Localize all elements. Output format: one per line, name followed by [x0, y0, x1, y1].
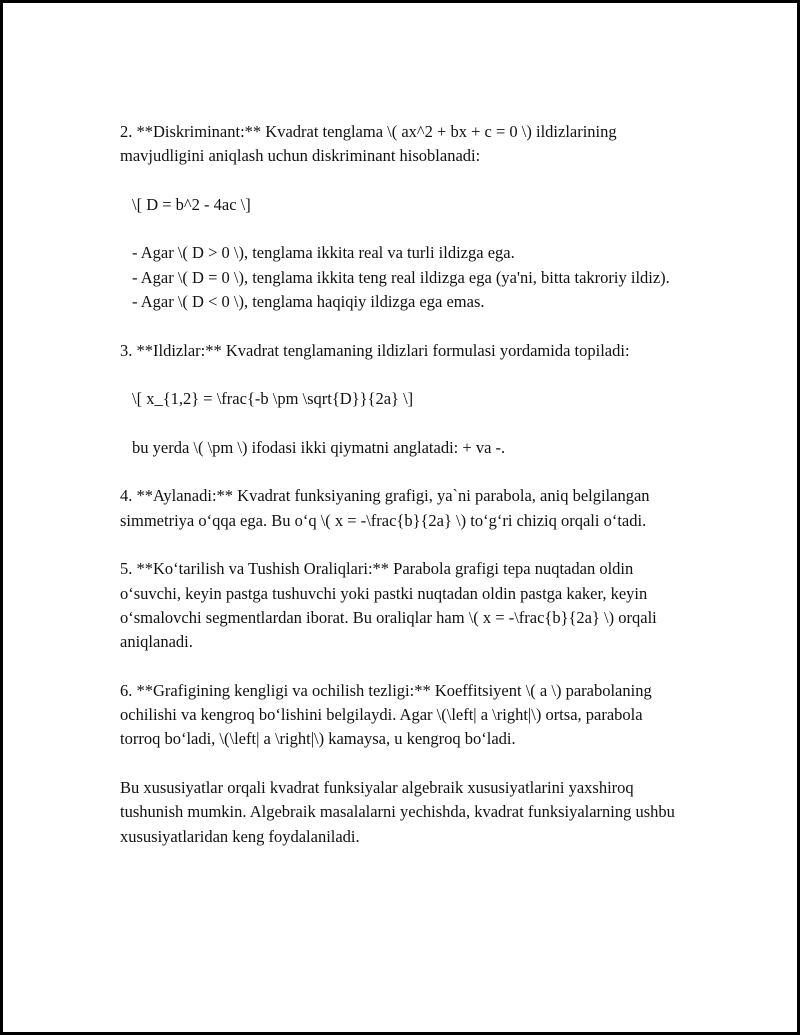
roots-formula: \[ x_{1,2} = \frac{-b \pm \sqrt{D}}{2a} \]: [132, 389, 414, 409]
section-symmetry-axis: 4. **Aylanadi:** Kvadrat funksiyaning grafigi, ya`ni parabola, aniq belgilangan simmetriya o‘qqa ega. Bu o‘q \( x = -\frac{b}{2a} \) to‘g‘ri chiziq orqali o‘tadi.: [120, 486, 650, 530]
section-roots-intro: 3. **Ildizlar:** Kvadrat tenglamaning ildizlari formulasi yordamida topiladi:: [120, 340, 630, 360]
discriminant-formula: \[ D = b^2 - 4ac \]: [132, 194, 251, 214]
discriminant-case-zero: - Agar \( D = 0 \), tenglama ikkita teng real ildizga ega (ya'ni, bitta takroriy ildiz).: [132, 267, 670, 287]
section-discriminant-intro: 2. **Diskriminant:** Kvadrat tenglama \( ax^2 + bx + c = 0 \) ildizlarining mavjudligini aniqlash uchun diskriminant hisoblanadi:: [120, 122, 617, 166]
discriminant-case-positive: - Agar \( D > 0 \), tenglama ikkita real va turli ildizga ega.: [132, 243, 515, 263]
roots-note: bu yerda \( \pm \) ifodasi ikki qiymatni anglatadi: + va -.: [132, 437, 506, 457]
document-body: [120, 120, 680, 873]
section-monotonic-intervals: 5. **Ko‘tarilish va Tushish Oraliqlari:** Parabola grafigi tepa nuqtadan oldin o‘suvchi, keyin pastga tushuvchi yoki pastki nuqtadan oldin pastga kaker, keyin o‘smalovchi segmentlardan iborat. Bu oraliqlar ham \( x = -\frac{b}{2a} \) orqali aniqlanadi.: [120, 559, 657, 652]
conclusion-paragraph: Bu xususiyatlar orqali kvadrat funksiyalar algebraik xususiyatlarini yaxshiroq tushunish mumkin. Algebraik masalalarni yechishda, kvadrat funksiyalarning ushbu xususiyatlaridan keng foydalaniladi.: [120, 778, 675, 846]
section-width-opening: 6. **Grafigining kengligi va ochilish tezligi:** Koeffitsiyent \( a \) parabolaning ochilishi va kengroq bo‘lishini belgilaydi. Agar \(\left| a \right|\) ortsa, parabola torroq bo‘ladi, \(\left| a \right|\) kamaysa, u kengroq bo‘ladi.: [120, 680, 652, 749]
discriminant-case-negative: - Agar \( D < 0 \), tenglama haqiqiy ildizga ega emas.: [132, 292, 485, 312]
